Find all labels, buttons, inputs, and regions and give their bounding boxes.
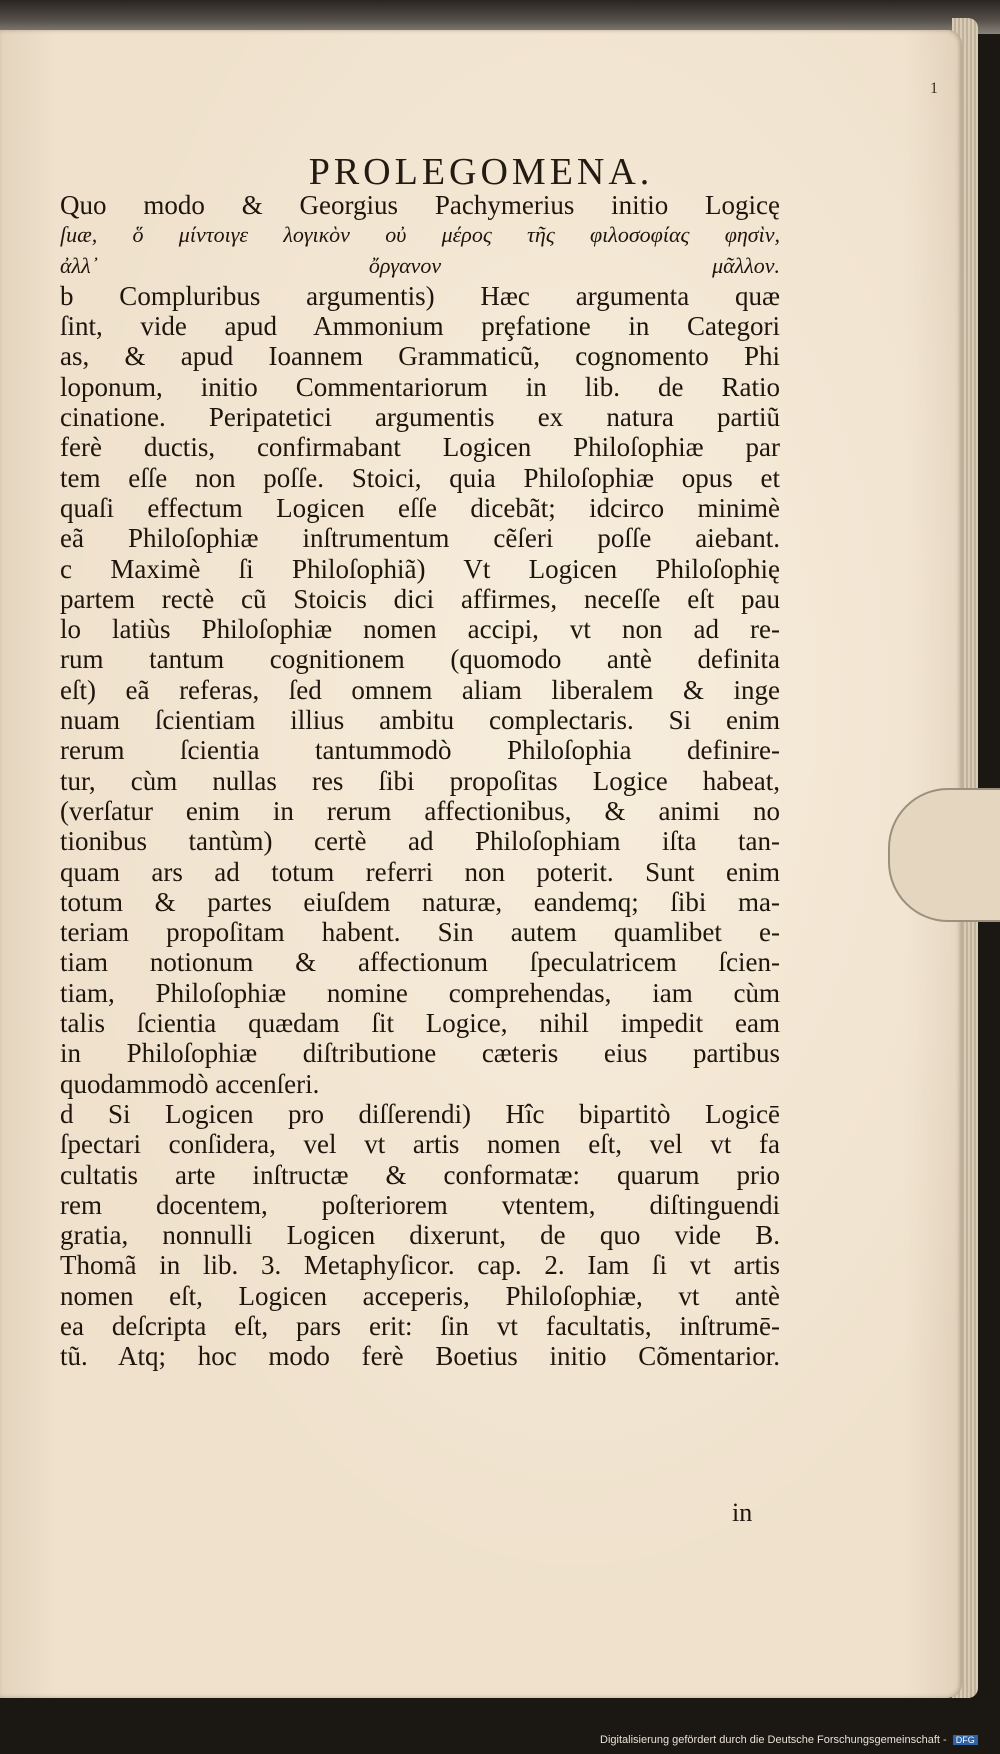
dfg-badge: DFG [953,1735,978,1745]
text-line: eſt) eã referas, ſed omnem aliam liberalem & inge [60,674,780,705]
running-header: PROLEGOMENA. [308,151,654,193]
body-text [60,190,780,1372]
text-line: cinatione. Peripatetici argumentis ex natura partiũ [60,402,780,433]
text-line: tiam, Philoſophiæ nomine comprehendas, iam cùm [60,977,780,1008]
text-line: teriam propoſitam habent. Sin autem quamlibet e- [60,917,780,948]
text-line: loponum, initio Commentariorum in lib. de Ratio [60,371,780,402]
text-line: rerum ſcientia tantummodò Philoſophia definire- [60,735,780,766]
text-line: rum tantum cognitionem (quomodo antè definita [60,644,780,675]
text-line: talis ſcientia quædam ſit Logice, nihil impedit eam [60,1008,780,1039]
text-line: tionibus tantùm) certè ad Philoſophiam iſta tan- [60,826,780,857]
text-line: partem rectè cũ Stoicis dici affirmes, neceſſe eſt pau [60,583,780,614]
book-page [0,30,962,1698]
text-line: as, & apud Ioannem Grammaticũ, cognomento Phi [60,341,780,372]
text-line: b Compluribus argumentis) Hæc argumenta quæ [60,280,780,311]
text-line: quam ars ad totum referri non poterit. Sunt enim [60,856,780,887]
text-line: ſpectari conſidera, vel vt artis nomen eſt, vel vt fa [60,1129,780,1160]
text-line: quaſi effectum Logicen eſſe dicebãt; idcirco minimè [60,492,780,523]
credit-text: Digitalisierung gefördert durch die Deutsche Forschungsgemeinschaft - [600,1734,947,1746]
text-line: ſint, vide apud Ammonium prȩfatione in Categori [60,311,780,342]
text-line: nuam ſcientiam illius ambitu complectaris. Si enim [60,705,780,736]
text-line: quodammodò accenſeri. [60,1068,320,1099]
text-line: ferè ductis, confirmabant Logicen Philoſophiæ par [60,432,780,463]
text-line: totum & partes eiuſdem naturæ, eandemq; ſibi ma- [60,886,780,917]
text-line: ἀλλ᾽ ὄργανον μᾶλλον. [60,252,780,278]
text-line: rem docentem, poſteriorem vtentem, diſtinguendi [60,1189,780,1220]
text-line: ſuæ, ὅ μίντοιγε λογικὸν οὐ μέρος τῆς φιλοσοφίας φησὶν, [60,222,780,248]
folio-number: 1 [930,80,938,97]
scan-background-top [0,0,1000,34]
digitization-credit [600,1734,978,1746]
text-line: (verſatur enim in rerum affectionibus, & animi no [60,795,780,826]
text-line: lo latiùs Philoſophiæ nomen accipi, vt non ad re- [60,614,780,645]
text-line: tur, cùm nullas res ſibi propoſitas Logice habeat, [60,765,780,796]
text-line: ea deſcripta eſt, pars erit: ſin vt facultatis, inſtrumē- [60,1310,780,1341]
text-line: Thomã in lib. 3. Metaphyſicor. cap. 2. Iam ſi vt artis [60,1250,780,1281]
text-line: tiam notionum & affectionum ſpeculatricem ſcien- [60,947,780,978]
text-line: c Maximè ſi Philoſophiã) Vt Logicen Philoſophię [60,553,780,584]
text-line: d Si Logicen pro diſſerendi) Hîc bipartitò Logicē [60,1098,780,1129]
text-line: eã Philoſophiæ inſtrumentum cẽſeri poſſe aiebant. [60,523,780,554]
text-line: in Philoſophiæ diſtributione cæteris eius partibus [60,1038,780,1069]
catchword: in [732,1498,753,1527]
bookmark-tab [888,788,1000,922]
text-line: gratia, nonnulli Logicen dixerunt, de quo vide B. [60,1220,780,1251]
text-line: nomen eſt, Logicen acceperis, Philoſophiæ, vt antè [60,1280,780,1311]
text-line: cultatis arte inſtructæ & conformatæ: quarum prio [60,1159,780,1190]
text-line: tũ. Atq; hoc modo ferè Boetius initio Cõmentarior. [60,1341,780,1372]
text-line: tem eſſe non poſſe. Stoici, quia Philoſophiæ opus et [60,462,780,493]
text-line: Quo modo & Georgius Pachymerius initio Logicę [60,190,780,220]
